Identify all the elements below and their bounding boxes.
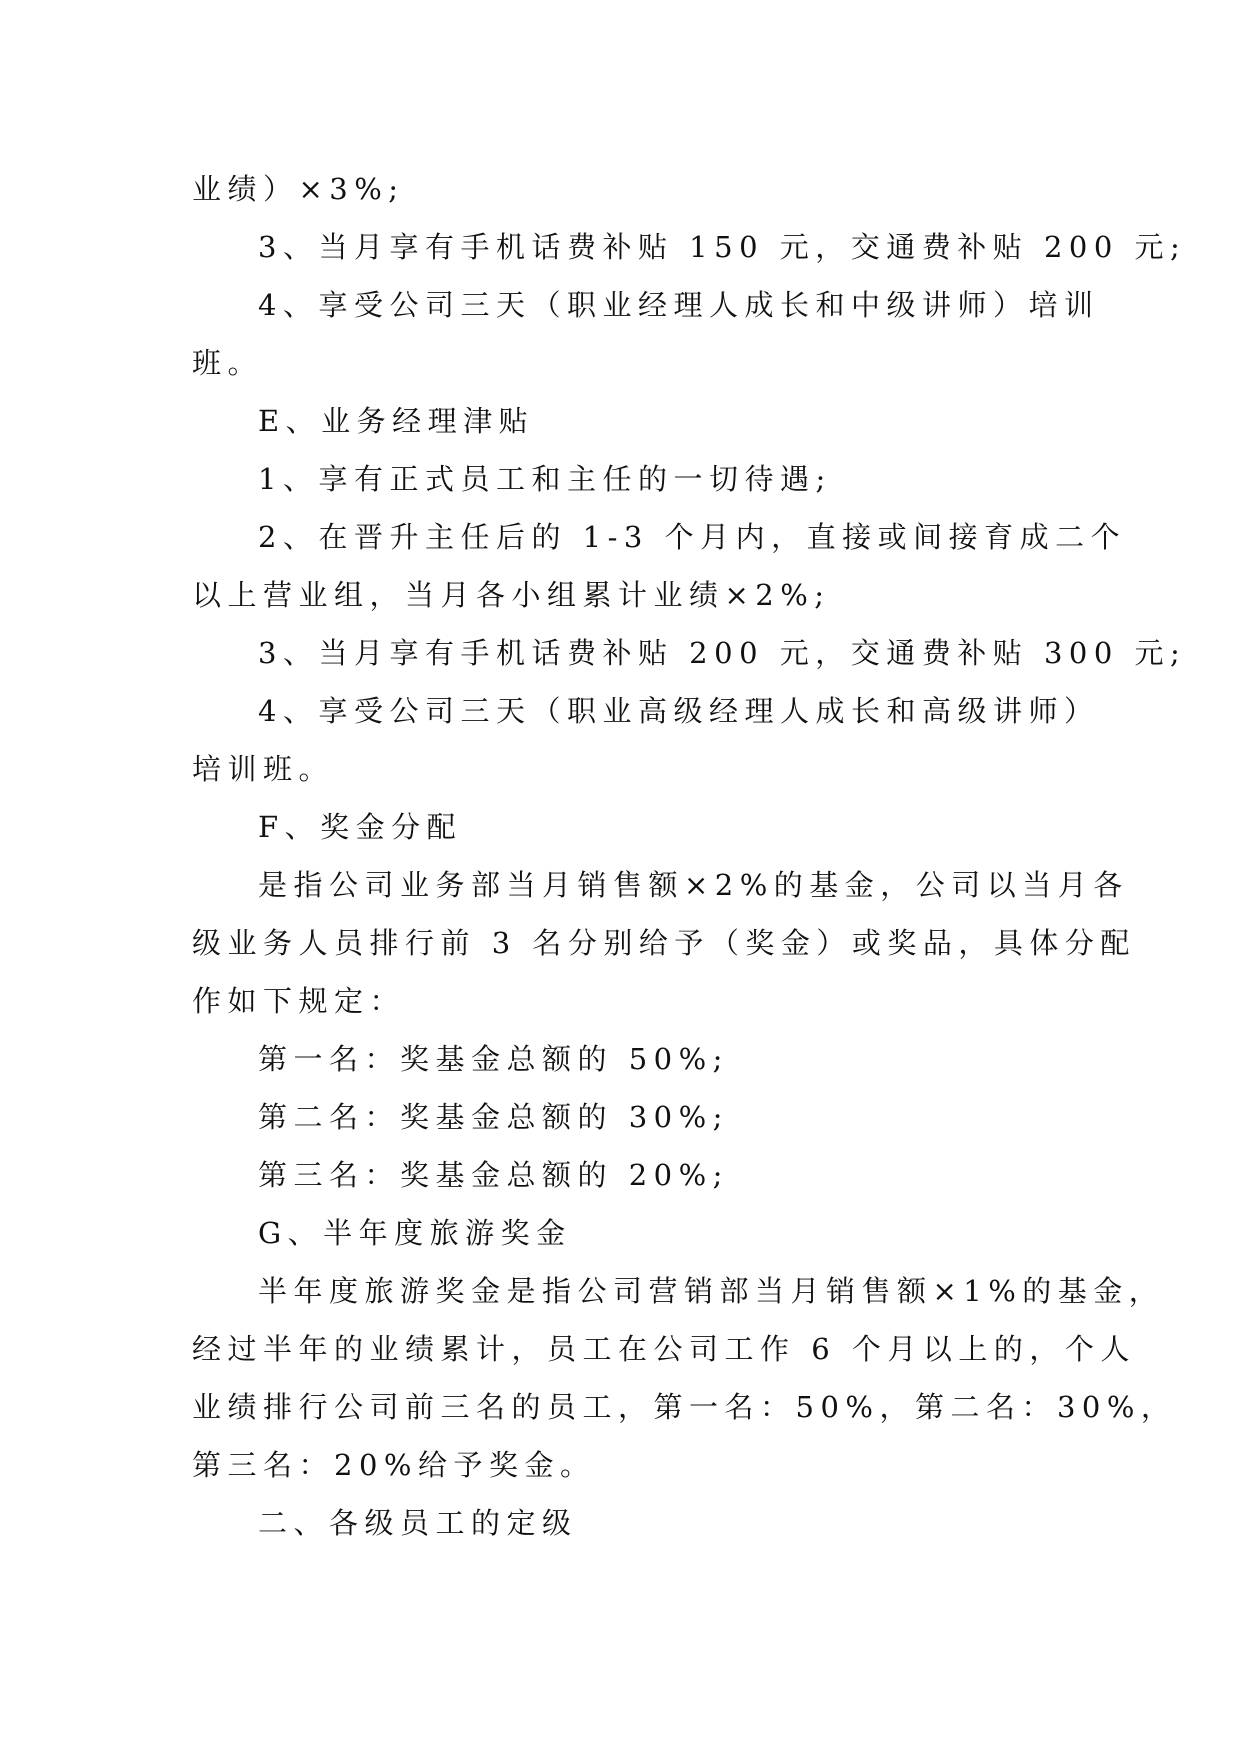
section-heading: G、半年度旅游奖金 xyxy=(258,1216,572,1250)
text-line: 以上营业组，当月各小组累计业绩×2%; xyxy=(192,578,831,612)
text-line: 第二名：奖基金总额的 30%; xyxy=(258,1100,729,1134)
text-line: 作如下规定： xyxy=(192,984,406,1018)
text-line: 4、享受公司三天（职业高级经理人成长和高级讲师） xyxy=(258,694,1100,728)
text-line: 2、在晋升主任后的 1-3 个月内，直接或间接育成二个 xyxy=(258,520,1127,554)
text-line: 4、享受公司三天（职业经理人成长和中级讲师）培训 xyxy=(258,288,1100,322)
document-body xyxy=(192,160,1187,1552)
section-heading: F、奖金分配 xyxy=(258,810,463,844)
section-heading: E、业务经理津贴 xyxy=(258,404,535,438)
text-line: 培训班。 xyxy=(192,752,335,786)
text-line: 经过半年的业绩累计，员工在公司工作 6 个月以上的，个人 xyxy=(192,1332,1136,1366)
text-line: 3、当月享有手机话费补贴 150 元，交通费补贴 200 元; xyxy=(258,230,1187,264)
text-line: 3、当月享有手机话费补贴 200 元，交通费补贴 300 元; xyxy=(258,636,1187,670)
text-line: 业绩）×3%; xyxy=(192,172,405,206)
section-heading: 二、各级员工的定级 xyxy=(258,1506,578,1540)
text-line: 1、享有正式员工和主任的一切待遇; xyxy=(258,462,832,496)
text-line: 第一名：奖基金总额的 50%; xyxy=(258,1042,729,1076)
text-line: 业绩排行公司前三名的员工，第一名：50%，第二名：30%， xyxy=(192,1390,1177,1424)
text-line: 是指公司业务部当月销售额×2%的基金，公司以当月各 xyxy=(258,868,1129,902)
text-line: 级业务人员排行前 3 名分别给予（奖金）或奖品，具体分配 xyxy=(192,926,1136,960)
text-line: 半年度旅游奖金是指公司营销部当月销售额×1%的基金， xyxy=(258,1274,1165,1308)
text-line: 第三名：奖基金总额的 20%; xyxy=(258,1158,729,1192)
text-line: 班。 xyxy=(192,346,264,380)
text-line: 第三名：20%给予奖金。 xyxy=(192,1448,596,1482)
